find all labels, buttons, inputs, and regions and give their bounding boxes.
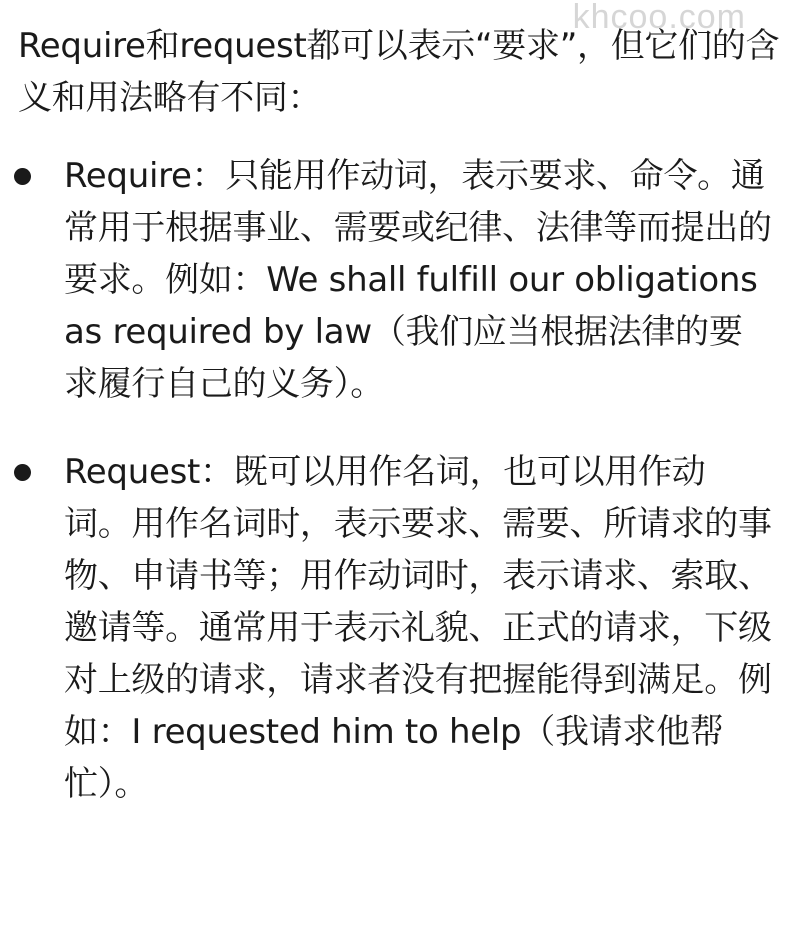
bullet-item-require (0, 150, 800, 410)
bullet-dot-icon (14, 464, 31, 481)
bullet-text-request: Request：既可以用作名词，也可以用作动词。用作名词时，表示要求、需要、所请求的事物、申请书等；用作动词时，表示请求、索取、邀请等。通常用于表示礼貌、正式的请求，下级对上级的请求，请求者没有把握能得到满足。例如：I requested him to help（我请求他帮忙）。 (64, 452, 772, 804)
bullet-text-require: Require：只能用作动词，表示要求、命令。通常用于根据事业、需要或纪律、法律等而提出的要求。例如：We shall fulfill our obligations as required by law（我们应当根据法律的要求履行自己的义务）。 (64, 156, 772, 404)
watermark: khcoo.com (572, 0, 746, 36)
bullet-dot-icon (14, 168, 31, 185)
intro-paragraph: Require和request都可以表示“要求”，但它们的含义和用法略有不同： (18, 26, 780, 118)
bullet-list (0, 150, 800, 810)
bullet-item-request (0, 446, 800, 810)
